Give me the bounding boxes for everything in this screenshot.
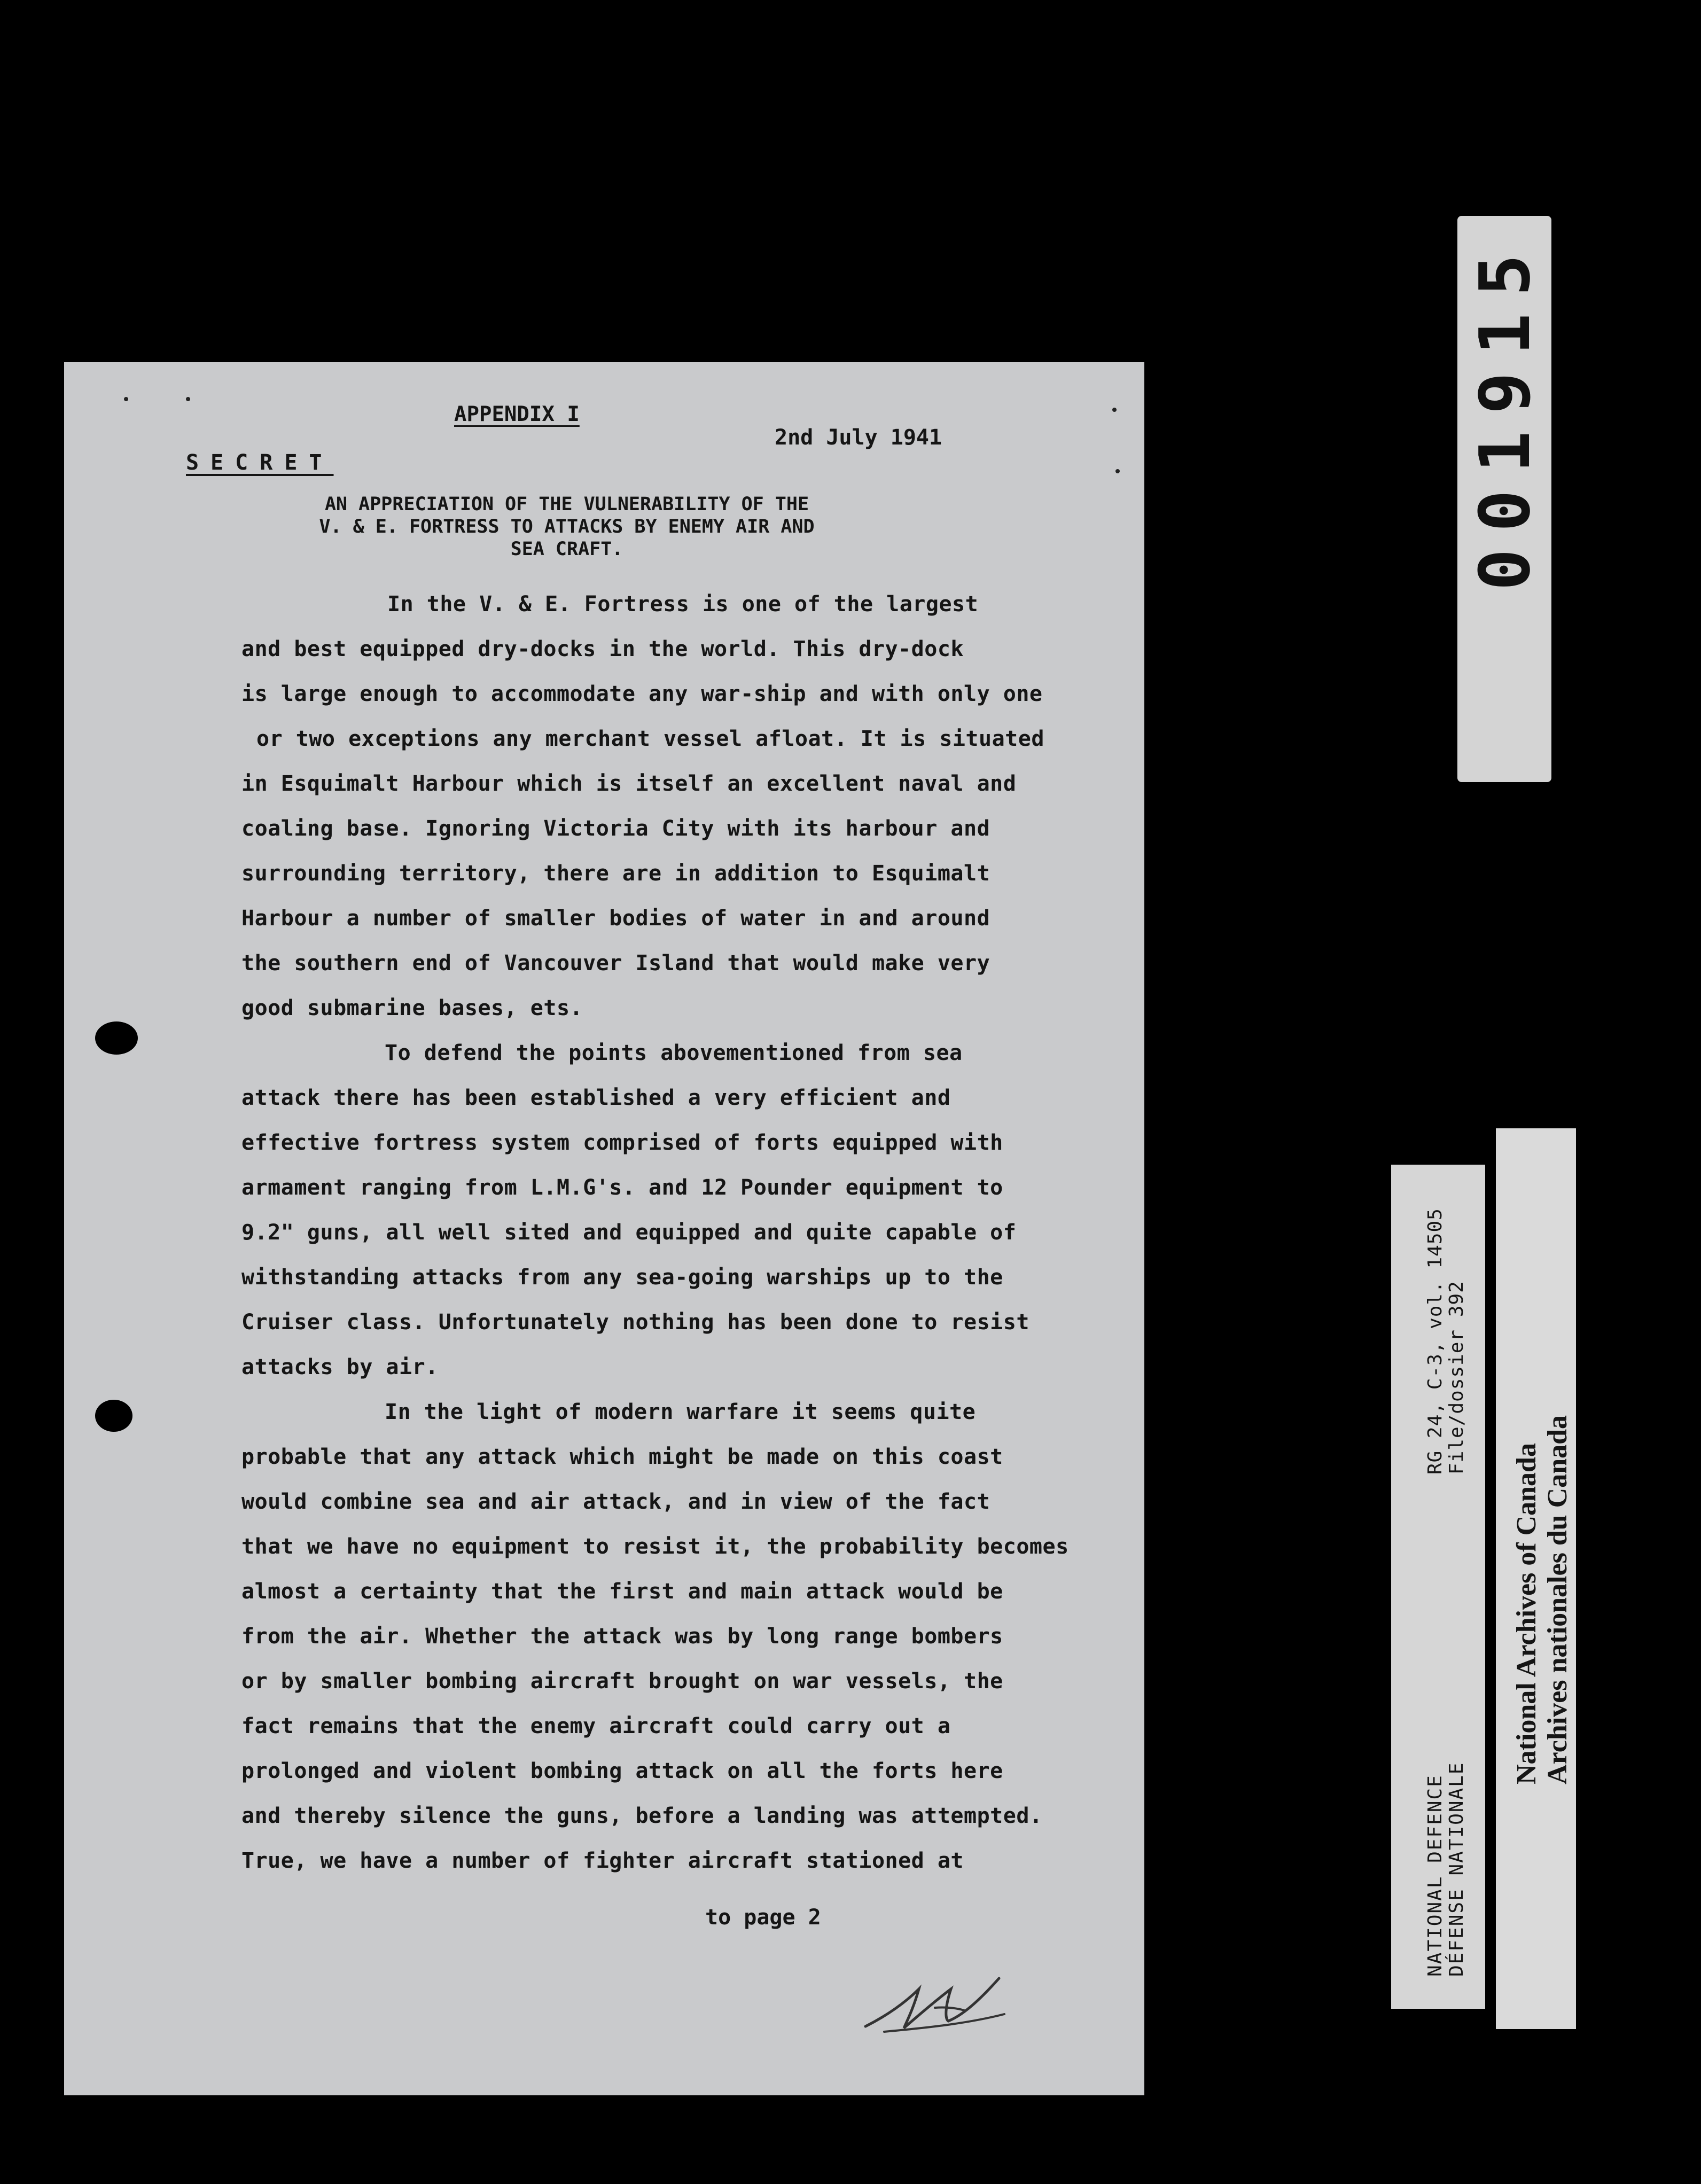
body-line: from the air. Whether the attack was by long range bombers <box>241 1624 1003 1649</box>
continuation-note: to page 2 <box>705 1905 821 1930</box>
department-en: NATIONAL DEFENCE <box>1424 1774 1446 1977</box>
archive-name-label <box>1496 1128 1576 2029</box>
body-line: 9.2" guns, all well sited and equipped and quite capable of <box>241 1220 1017 1245</box>
punch-hole <box>95 1400 132 1432</box>
body-line: armament ranging from L.M.G's. and 12 Pounder equipment to <box>241 1175 1003 1200</box>
document-title <box>64 493 1144 560</box>
body-line: the southern end of Vancouver Island that would make very <box>241 951 990 976</box>
body-line: would combine sea and air attack, and in view of the fact <box>241 1489 990 1514</box>
body-line: effective fortress system comprised of forts equipped with <box>241 1130 1003 1155</box>
body-line: almost a certainty that the first and main attack would be <box>241 1579 1003 1604</box>
body-line: attack there has been established a very efficient and <box>241 1086 951 1110</box>
body-line: and best equipped dry-docks in the world. This dry-dock <box>241 637 964 661</box>
document-page <box>64 362 1144 2095</box>
title-line: SEA CRAFT. <box>510 539 623 560</box>
body-line: or two exceptions any merchant vessel afloat. It is situated <box>256 727 1044 751</box>
classification-stamp: SECRET <box>186 450 334 475</box>
body-line: In the light of modern warfare it seems quite <box>385 1400 976 1424</box>
frame-number-strip <box>1457 216 1551 782</box>
body-line: surrounding territory, there are in addition to Esquimalt <box>241 861 990 886</box>
archive-name-en: National Archives of Canada <box>1511 1443 1542 1784</box>
body-line: Harbour a number of smaller bodies of water in and around <box>241 906 990 931</box>
frame-number: 001915 <box>1464 237 1546 591</box>
body-line: that we have no equipment to resist it, the probability becomes <box>241 1534 1069 1559</box>
body-line: withstanding attacks from any sea-going warships up to the <box>241 1265 1003 1290</box>
body-line: in Esquimalt Harbour which is itself an excellent naval and <box>241 771 1017 796</box>
body-line: fact remains that the enemy aircraft could carry out a <box>241 1714 951 1738</box>
body-line: probable that any attack which might be made on this coast <box>241 1445 1003 1469</box>
body-line: True, we have a number of fighter aircraft stationed at <box>241 1848 964 1873</box>
title-line: AN APPRECIATION OF THE VULNERABILITY OF THE <box>324 494 809 515</box>
body-line: attacks by air. <box>241 1355 439 1379</box>
body-line: is large enough to accommodate any war-ship and with only one <box>241 682 1043 706</box>
record-group-reference: RG 24, C-3, vol. 14505 <box>1424 1208 1446 1475</box>
file-reference: File/dossier 392 <box>1446 1281 1468 1475</box>
title-line: V. & E. FORTRESS TO ATTACKS BY ENEMY AIR AND <box>319 516 815 537</box>
body-line: coaling base. Ignoring Victoria City with its harbour and <box>241 816 990 841</box>
body-line: In the V. & E. Fortress is one of the largest <box>387 592 979 617</box>
handwritten-initials <box>855 1965 1036 2040</box>
body-line: prolonged and violent bombing attack on all the forts here <box>241 1759 1003 1783</box>
body-line: To defend the points abovementioned from sea <box>385 1041 963 1065</box>
document-date: 2nd July 1941 <box>775 425 942 450</box>
archive-name-fr: Archives nationales du Canada <box>1542 1415 1573 1784</box>
body-line: or by smaller bombing aircraft brought on war vessels, the <box>241 1669 1003 1694</box>
department-fr: DÉFENSE NATIONALE <box>1446 1761 1468 1977</box>
appendix-heading: APPENDIX I <box>454 402 580 426</box>
punch-hole <box>95 1021 138 1055</box>
body-line: Cruiser class. Unfortunately nothing has been done to resist <box>241 1310 1029 1335</box>
body-line: and thereby silence the guns, before a landing was attempted. <box>241 1804 1043 1828</box>
archive-reference-label <box>1391 1165 1485 2009</box>
body-line: good submarine bases, ets. <box>241 996 583 1020</box>
